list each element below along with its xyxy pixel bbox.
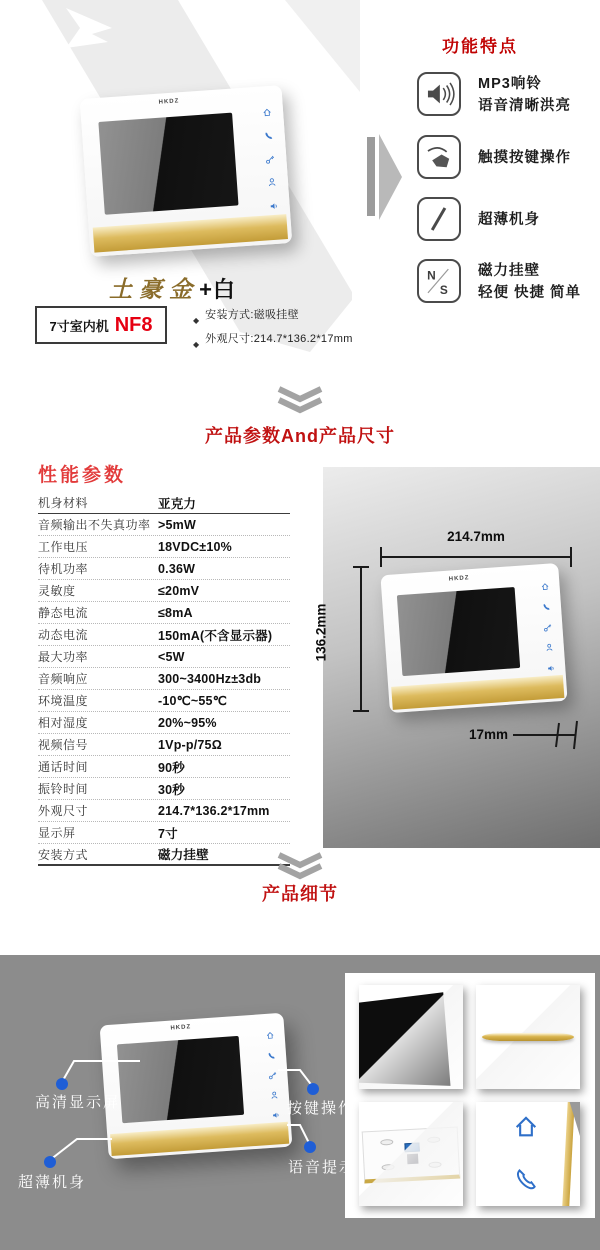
spec-row (38, 778, 290, 800)
spec-row (38, 536, 290, 558)
dim-depth-label: 17mm (469, 727, 509, 742)
spec-label: 视频信号 (38, 738, 89, 752)
monitor-user-icon (267, 177, 278, 188)
spec-value: 18VDC±10% (158, 539, 232, 554)
color-variant-title (0, 271, 345, 304)
brand-logo: HKDZ (170, 1024, 192, 1032)
spec-row (38, 800, 290, 822)
spec-value: <5W (158, 649, 185, 664)
feature-label: 磁力挂壁 轻便 快捷 简单 (478, 263, 582, 301)
spec-label: 环境温度 (38, 694, 89, 708)
model-prefix: 7寸室内机 (49, 318, 109, 334)
touch-hand-icon (417, 135, 461, 179)
feature-label: MP3响铃 语音清晰洪亮 (478, 76, 571, 114)
feature-label: 超薄机身 (478, 212, 540, 228)
spec-row (38, 558, 290, 580)
install-bullets (193, 306, 353, 354)
callout-slim-body: 超薄机身 (18, 1174, 87, 1191)
spec-row (38, 690, 290, 712)
arrow-bar (367, 137, 375, 216)
chevron-down-icon (276, 386, 324, 414)
volume-icon (268, 200, 279, 211)
bullet-dimensions: ◆ 外观尺寸:214.7*136.2*17mm (193, 330, 353, 354)
spec-value: >5mW (158, 517, 196, 532)
brand-logo: HKDZ (158, 98, 180, 107)
specs-title: 性能参数 (38, 465, 127, 486)
spec-value: -10℃~55℃ (158, 694, 227, 708)
spec-label: 工作电压 (38, 540, 89, 554)
section-title-details: 产品细节 (262, 884, 338, 904)
spec-value: 300~3400Hz±3db (158, 671, 262, 686)
spec-row (38, 514, 290, 536)
spec-value: 磁力挂壁 (158, 848, 209, 862)
spec-value: 30秒 (158, 782, 186, 797)
model-badge (35, 306, 167, 344)
color-variant-gold: 土豪金 (109, 276, 200, 303)
arrow-right-icon (379, 134, 402, 220)
diamond-icon: ◆ (193, 316, 200, 325)
spec-value: 150mA(不含显示器) (158, 628, 273, 643)
speaker-icon (417, 72, 461, 116)
details-section (0, 955, 600, 1250)
dimension-lines (323, 467, 600, 848)
spec-label: 音频响应 (38, 672, 89, 686)
home-icon (262, 106, 273, 117)
spec-value: 214.7*136.2*17mm (158, 803, 270, 818)
unlock-key-icon (265, 153, 276, 164)
spec-value: ≤20mV (158, 583, 200, 598)
spec-row (38, 734, 290, 756)
spec-table (38, 492, 290, 866)
spec-label: 静态电流 (38, 606, 89, 620)
dim-width-label: 214.7mm (447, 529, 505, 544)
spec-value: ≤8mA (158, 605, 193, 620)
spec-row (38, 624, 290, 646)
callout-buttons: 按键操作 (287, 1100, 356, 1117)
diamond-icon: ◆ (193, 340, 200, 349)
spec-value: 亚克力 (158, 496, 197, 511)
spec-value: 1Vp-p/75Ω (158, 737, 222, 752)
product-photo-main (80, 85, 293, 257)
section-title-params: 产品参数And产品尺寸 (205, 426, 395, 446)
spec-row (38, 822, 290, 844)
spec-label: 安装方式 (38, 847, 89, 862)
touch-key-column (255, 106, 284, 212)
spec-label: 外观尺寸 (38, 804, 89, 818)
callout-voice-prompt: 语音提示 (288, 1159, 357, 1176)
spec-label: 振铃时间 (38, 782, 89, 796)
spec-label: 通话时间 (38, 760, 89, 774)
handset-icon (263, 130, 274, 141)
color-variant-white: +白 (199, 277, 236, 302)
dim-height-label: 136.2mm (313, 603, 329, 662)
spec-row (38, 580, 290, 602)
spec-row (38, 844, 290, 866)
spec-value: 90秒 (158, 760, 186, 775)
callout-hd-screen: 高清显示屏 (35, 1094, 121, 1111)
spec-label: 显示屏 (38, 826, 76, 840)
spec-label: 动态电流 (38, 628, 89, 642)
spec-value: 7寸 (158, 826, 178, 841)
spec-label: 最大功率 (38, 650, 89, 664)
spec-label: 灵敏度 (38, 584, 76, 598)
spec-label: 相对湿度 (38, 716, 89, 730)
spec-value: 20%~95% (158, 715, 217, 730)
chevron-down-icon (276, 852, 324, 880)
dimension-diagram (313, 467, 600, 848)
feature-label: 触摸按键操作 (478, 150, 571, 166)
svg-text:S: S (439, 282, 448, 297)
spec-label: 音频输出不失真功率 (38, 518, 151, 532)
spec-row (38, 712, 290, 734)
model-number: NF8 (114, 313, 153, 336)
features-title: 功能特点 (442, 37, 518, 56)
spec-row (38, 756, 290, 778)
spec-value: 0.36W (158, 561, 196, 576)
spec-row (38, 492, 290, 514)
spec-row (38, 646, 290, 668)
spec-row (38, 602, 290, 624)
spec-row (38, 668, 290, 690)
device-screen (99, 112, 240, 214)
svg-text:N: N (427, 268, 436, 283)
spec-label: 待机功率 (38, 562, 89, 576)
brand-logo: HKDZ (448, 574, 470, 583)
bullet-install-method: ◆ 安装方式:磁吸挂壁 (193, 306, 353, 330)
spec-label: 机身材料 (38, 496, 89, 510)
slim-slash-icon (417, 197, 461, 241)
magnet-ns-icon (417, 259, 461, 303)
